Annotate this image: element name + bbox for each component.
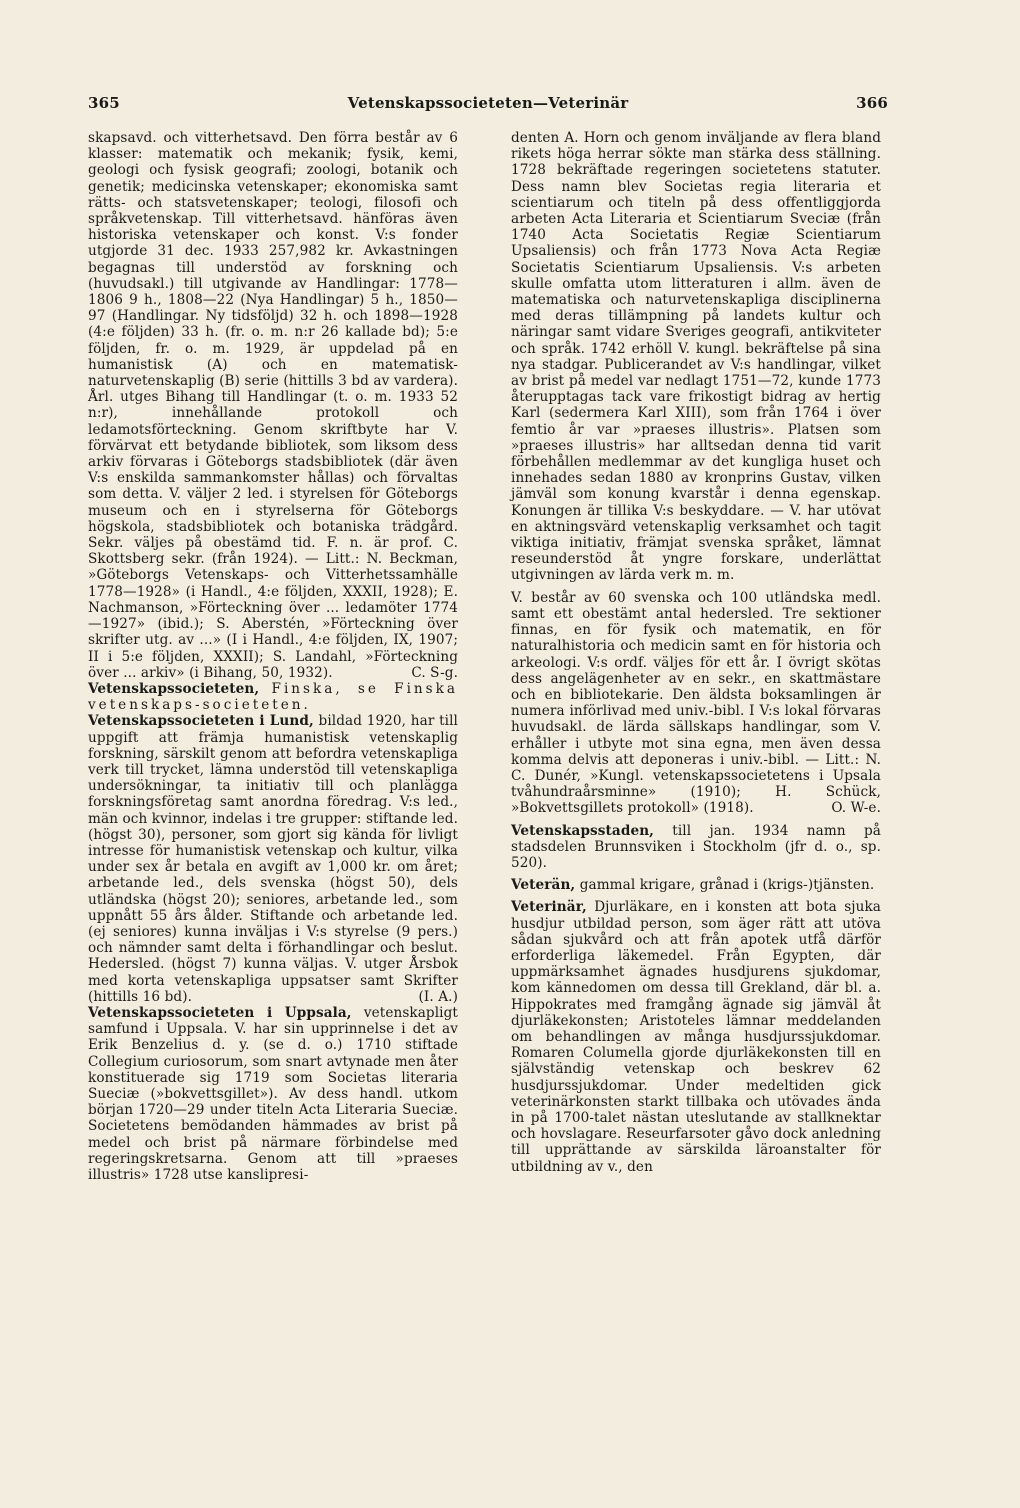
entry-headword: Vetenskapssocieteten i Lund, xyxy=(88,713,314,730)
left-column xyxy=(88,130,458,1183)
running-title: Vetenskapssocieteten—Veterinär xyxy=(347,94,629,112)
article-entry: Veterän, gammal krigare, grånad i (krigs-)tjänsten. xyxy=(511,877,875,894)
page-number-left: 365 xyxy=(88,94,120,112)
entry-headword: Veterinär, xyxy=(511,899,587,916)
entry-headword: Vetenskapsstaden, xyxy=(511,822,655,839)
article-entry: Vetenskapsstaden, till jan. 1934 namn på stadsdelen Brunnsviken i Stockholm (jfr d. o., sp. 520). xyxy=(511,822,882,871)
article-entry: Veterinär, Djurläkare, en i konsten att bota sjuka husdjur utbildad person, som äger rätt att utöva sådan sjukvård och att från apotek utfå därför erforderliga läkemedel. Från Egypten, där uppmärksamhet ägnades husdjurens sjukdomar, kom kännedomen om dessa till Grekland, där bl. a. Hippokrates med framgång ägnade sig jämväl åt djurläkekonsten; Aristoteles lämnar meddelanden om behandlingen av många husdjurssjukdomar. Romaren Columella gjorde djurläkekonsten till en självständig vetenskap och beskrev 62 husdjurssjukdomar. Under medeltiden gick veterinärkonsten starkt tillbaka och utövades ända in på 1700-talet nästan uteslutande av stallknektar och hovslagare. Reseurfarsoter gåvo dock anledning till upprättande av särskilda läroanstalter för utbildning av v., den xyxy=(511,899,882,1175)
article-paragraph: skapsavd. och vitterhetsavd. Den förra består av 6 klasser: matematik och mekanik; fysik, kemi, geologi och fysisk geografi; zoologi, botanik och genetik; medicinska vetenskaper; ekonomiska samt rätts- och statsvetenskaper; teologi, filosofi och språkvetenskap. Till vitterhetsavd. hänföras även historiska vetenskaper och konst. V:s fonder utgjorde 31 dec. 1933 257,982 kr. Avkastningen begagnas till understöd av forskning och (huvudsakl.) till utgivande av Handlingar: 1778—1806 9 h., 1808—22 (Nya Handlingar) 5 h., 1850—97 (Handlingar. Ny tidsföljd) 32 h. och 1898—1928 (4:e följden) 33 h. (fr. o. m. n:r 26 kallade bd); 5:e följden, fr. o. m. 1929, är uppdelad på en humanistisk (A) och en matematisk-naturvetenskaplig (B) serie (hittills 3 bd av vardera). Årl. utges Bihang till Handlingar (t. o. m. 1933 52 n:r), innehållande protokoll och ledamotsförteckning. Genom skriftbyte har V. förvärvat ett betydande bibliotek, som liksom dess arkiv förvaras i Göteborgs stadsbibliotek (där även V:s enskilda sammankomster hållas) och förvaltas som detta. V. väljer 2 led. i styrelsen för Göteborgs museum och en i styrelserna för Göteborgs högskola, stadsbibliotek och botaniska trädgård. Sekr. väljes på obestämd tid. F. n. är prof. C. Skottsberg sekr. (från 1924). — Litt.: N. Beckman, »Göteborgs Vetenskaps- och Vitterhetssamhälle 1778—1928» (i Handl., 4:e följden, XXXII, 1928); E. Nachmanson, »Förteckning över ... ledamöter 1774—1927» (ibid.); S. Aberstén, »Förteckning över skrifter utg. av ...» (I i Handl., 4:e följden, IX, 1907; II i 5:e följden, XXXII); S. Landahl, »Förteckning över ... arkiv» (i Bihang, 50, 1932). C. S-g. xyxy=(88,130,458,681)
entry-headword: Vetenskapssocieteten i Uppsala, xyxy=(88,1004,352,1021)
entry-headword: Vetenskapssocieteten, xyxy=(88,680,260,697)
article-paragraph: denten A. Horn och genom inväljande av flera bland rikets höga herrar sökte man stärka dess ställning. 1728 bekräftade regeringen societetens statuter. Dess namn blev Societas regia literaria et scientiarum och titeln på dess offentliggjorda arbeten Acta Literaria et Scientiarum Sveciæ (från 1740 Acta Societatis Regiæ Scientiarum Upsaliensis) och från 1773 Nova Acta Regiæ Societatis Scientiarum Upsaliensis. V:s arbeten skulle omfatta utom litteraturen i allm. även de matematiska och naturvetenskapliga disciplinerna med deras tillämpning på landets kultur och näringar samt vidare Sveriges geografi, antikviteter och språk. 1742 erhöll V. kungl. bekräftelse på sina nya stadgar. Publicerandet av V:s handlingar, vilket av brist på medel var nedlagt 1751—72, kunde 1773 återupptagas tack vare frikostigt bidrag av hertig Karl (sedermera Karl XIII), som från 1764 i över femtio år var »praeses illustris». Platsen som »praeses illustris» har alltsedan denna tid varit förbehållen medlemmar av det kungliga huset och innehades sedan 1880 av kronprins Gustav, vilken jämväl som konung kvarstår i denna egenskap. Konungen är tillika V:s beskyddare. — V. har utövat en aktningsvärd vetenskaplig verksamhet och tagit viktiga initiativ, främjat svenska språket, lämnat reseunderstöd åt yngre forskare, underlättat utgivningen av lärda verk m. m. xyxy=(511,130,881,584)
right-column xyxy=(511,130,881,1175)
page-header xyxy=(88,94,888,118)
article-paragraph: V. består av 60 svenska och 100 utländska medl. samt ett obestämt antal hedersled. Tre sektioner finnas, en för fysik och matematik, en för naturalhistoria och medicin samt en för historia och arkeologi. V:s ordf. väljes för ett år. I övrigt skötas dess angelägenheter av en sekr., en skattmästare och en bibliotekarie. Den äldsta boksamlingen är numera införlivad med univ.-bibl. I V:s lokal förvaras huvudsakl. de lärda sällskaps handlingar, som V. erhåller i utbyte mot sina egna, men även dessa komma delvis att deponeras i univ.-bibl. — Litt.: N. C. Dunér, »Kungl. vetenskapssocietetens i Upsala tvåhundraårsminne» (1910); H. Schück, »Bokvettsgillets protokoll» (1918). O. W-e. xyxy=(511,589,881,817)
author-signature: O. W-e. xyxy=(831,800,881,817)
author-signature: C. S-g. xyxy=(411,664,458,681)
article-entry: Vetenskapssocieteten i Lund, bildad 1920, har till uppgift att främja humanistisk vetenskaplig forskning, särskilt genom att befordra vetenskapliga verk till trycket, lämna understöd till vetenskapliga undersökningar, ta initiativ till och planlägga forskningsföretag samt anordna föredrag. V:s led., män och kvinnor, indelas i tre grupper: stiftande led. (högst 30), personer, som gjort sig kända för livligt intresse för humanistisk vetenskap och kultur, vilka under sex år betala en avgift av 1,000 kr. om året; arbetande led., dels svenska (högst 50), dels utländska (högst 20); seniores, arbetande led., som uppnått 55 års ålder. Stiftande och arbetande led. (ej seniores) kunna inväljas i V:s styrelse (9 pers.) och nämnder samt delta i förhandlingar och beslut. Hedersled. (högst 7) kunna väljas. V. utger Årsbok med korta vetenskapliga uppsatser samt Skrifter (hittills 16 bd). (I. A.) xyxy=(88,713,459,1005)
author-signature: (I. A.) xyxy=(418,988,458,1005)
article-entry xyxy=(88,681,458,713)
cross-reference: Finska, se Finska vetenskaps-societeten. xyxy=(88,680,458,714)
page-number-right: 366 xyxy=(856,94,888,112)
article-entry: Vetenskapssocieteten i Uppsala, vetenskapligt samfund i Uppsala. V. har sin upprinnelse i det av Erik Benzelius d. y. (se d. o.) 1710 stiftade Collegium curiosorum, som snart avtynade men åter konstituerade sig 1719 som Societas literaria Sueciæ (»bokvettsgillet»). Av dess handl. utkom början 1720—29 under titeln Acta Literaria Sueciæ. Societetens bemödanden hämmades av brist på medel och brist på närmare förbindelse med regeringskretsarna. Genom att till »praeses illustris» 1728 utse kanslipresi- xyxy=(88,1004,458,1183)
entry-headword: Veterän, xyxy=(511,877,576,894)
